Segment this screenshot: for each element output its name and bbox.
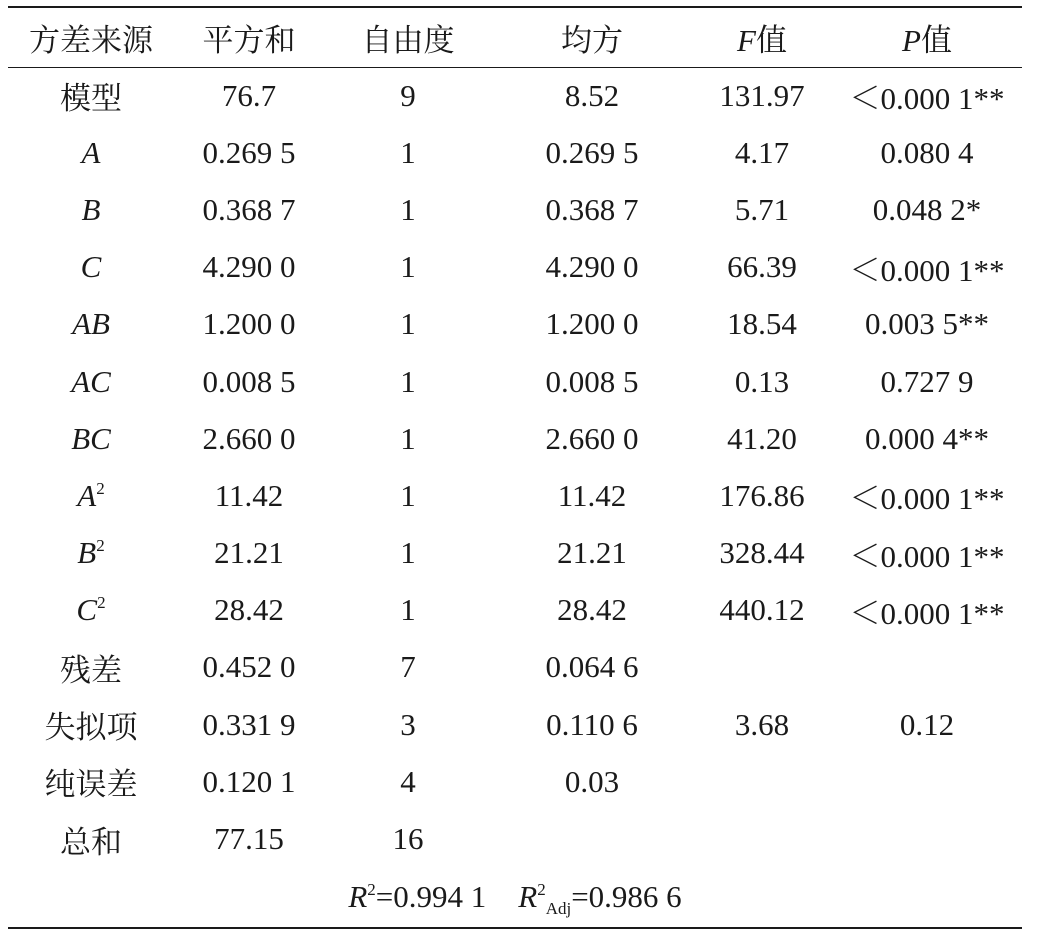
table-row bbox=[8, 410, 1022, 467]
source-label: A bbox=[81, 134, 101, 170]
cell-source bbox=[8, 296, 174, 353]
r2adj-symbol: R bbox=[518, 879, 538, 915]
cell-mean-square: 1.200 0 bbox=[545, 306, 639, 342]
cell-source bbox=[8, 67, 174, 124]
source-label: AB bbox=[72, 306, 110, 342]
source-label: 残差 bbox=[60, 652, 122, 688]
header-row bbox=[8, 7, 1022, 67]
cell-p-value bbox=[832, 753, 1022, 810]
cell-source bbox=[8, 353, 174, 410]
cell-source bbox=[8, 810, 174, 867]
header-p-value bbox=[832, 7, 1022, 67]
table-header bbox=[8, 7, 1022, 67]
cell-source bbox=[8, 753, 174, 810]
source-superscript: 2 bbox=[96, 536, 105, 556]
header-sum-of-squares: 平方和 bbox=[174, 7, 324, 67]
source-label: 失拟项 bbox=[44, 710, 138, 746]
source-label: AC bbox=[71, 363, 111, 399]
r2-symbol: R bbox=[348, 879, 368, 915]
cell-sum-of-squares: 11.42 bbox=[214, 477, 284, 513]
header-degrees-of-freedom: 自由度 bbox=[324, 7, 492, 67]
cell-mean-square: 0.008 5 bbox=[545, 363, 639, 399]
cell-p-value: ＜0.000 1** bbox=[849, 538, 1005, 574]
cell-sum-of-squares: 2.660 0 bbox=[202, 420, 296, 456]
cell-mean-square: 0.110 6 bbox=[546, 706, 638, 742]
cell-mean-square: 2.660 0 bbox=[545, 420, 639, 456]
cell-f-value: 4.17 bbox=[734, 134, 790, 170]
source-superscript: 2 bbox=[96, 478, 105, 498]
table-row bbox=[8, 753, 1022, 810]
header-f-suffix: 值 bbox=[755, 22, 787, 58]
source-superscript: 2 bbox=[97, 593, 106, 613]
cell-p-value: 0.000 4** bbox=[865, 420, 989, 456]
cell-sum-of-squares: 1.200 0 bbox=[202, 306, 296, 342]
cell-f-value: 328.44 bbox=[719, 535, 805, 571]
cell-p-value: 0.12 bbox=[899, 706, 955, 742]
table-row bbox=[8, 239, 1022, 296]
header-f-value bbox=[692, 7, 832, 67]
cell-sum-of-squares: 0.008 5 bbox=[202, 363, 296, 399]
header-p-suffix: 值 bbox=[920, 22, 952, 58]
header-mean-square: 均方 bbox=[492, 7, 692, 67]
table-row bbox=[8, 124, 1022, 181]
cell-source bbox=[8, 124, 174, 181]
header-f-symbol: F bbox=[737, 22, 756, 58]
cell-mean-square: 0.064 6 bbox=[545, 649, 639, 685]
table-row bbox=[8, 582, 1022, 639]
cell-p-value: ＜0.000 1** bbox=[849, 481, 1005, 517]
cell-sum-of-squares: 4.290 0 bbox=[202, 249, 296, 285]
cell-mean-square: 21.21 bbox=[557, 535, 627, 571]
cell-source bbox=[8, 181, 174, 238]
cell-source bbox=[8, 410, 174, 467]
source-label: 纯误差 bbox=[44, 767, 138, 803]
table-row bbox=[8, 810, 1022, 867]
cell-mean-square: 28.42 bbox=[557, 592, 627, 628]
anova-table bbox=[8, 6, 1022, 929]
cell-degrees-of-freedom: 3 bbox=[400, 706, 416, 742]
source-label: C bbox=[76, 592, 98, 628]
source-label: A bbox=[77, 477, 97, 513]
cell-mean-square: 0.03 bbox=[564, 763, 620, 799]
r2-value: =0.994 1 bbox=[375, 879, 487, 915]
cell-f-value: 3.68 bbox=[734, 706, 790, 742]
cell-f-value: 131.97 bbox=[719, 77, 805, 113]
cell-degrees-of-freedom: 1 bbox=[400, 592, 416, 628]
cell-p-value: 0.080 4 bbox=[880, 134, 974, 170]
table-row bbox=[8, 639, 1022, 696]
table-row bbox=[8, 353, 1022, 410]
table-row bbox=[8, 525, 1022, 582]
header-p-symbol: P bbox=[902, 22, 921, 58]
table-row bbox=[8, 296, 1022, 353]
cell-f-value: 18.54 bbox=[727, 306, 797, 342]
cell-sum-of-squares: 0.452 0 bbox=[202, 649, 296, 685]
source-label: BC bbox=[71, 420, 111, 456]
cell-p-value: 0.003 5** bbox=[865, 306, 989, 342]
cell-source bbox=[8, 696, 174, 753]
table-row bbox=[8, 181, 1022, 238]
cell-mean-square: 0.269 5 bbox=[545, 134, 639, 170]
cell-mean-square: 4.290 0 bbox=[545, 249, 639, 285]
r2adj-value: =0.986 6 bbox=[571, 879, 682, 915]
cell-sum-of-squares: 0.368 7 bbox=[202, 191, 296, 227]
cell-f-value bbox=[692, 753, 832, 810]
source-label: 模型 bbox=[60, 81, 122, 117]
source-label: 总和 bbox=[60, 824, 122, 860]
cell-degrees-of-freedom: 16 bbox=[392, 821, 424, 857]
cell-sum-of-squares: 77.15 bbox=[214, 821, 284, 857]
cell-p-value: ＜0.000 1** bbox=[849, 252, 1005, 288]
cell-p-value: ＜0.000 1** bbox=[849, 595, 1005, 631]
cell-f-value bbox=[692, 639, 832, 696]
cell-f-value: 66.39 bbox=[727, 249, 797, 285]
cell-f-value: 176.86 bbox=[719, 477, 805, 513]
cell-degrees-of-freedom: 1 bbox=[400, 535, 416, 571]
cell-p-value: ＜0.000 1** bbox=[849, 81, 1005, 117]
cell-source bbox=[8, 639, 174, 696]
header-source: 方差来源 bbox=[8, 7, 174, 67]
source-label: B bbox=[81, 191, 101, 227]
cell-f-value: 0.13 bbox=[734, 363, 790, 399]
cell-degrees-of-freedom: 7 bbox=[400, 649, 416, 685]
cell-f-value: 5.71 bbox=[734, 191, 790, 227]
cell-mean-square: 0.368 7 bbox=[545, 191, 639, 227]
cell-degrees-of-freedom: 9 bbox=[400, 77, 416, 113]
cell-sum-of-squares: 76.7 bbox=[221, 77, 277, 113]
table-row bbox=[8, 696, 1022, 753]
cell-degrees-of-freedom: 1 bbox=[400, 191, 416, 227]
source-label: B bbox=[77, 535, 97, 571]
cell-mean-square: 8.52 bbox=[564, 77, 620, 113]
cell-source bbox=[8, 525, 174, 582]
cell-mean-square bbox=[492, 810, 692, 867]
table-row bbox=[8, 67, 1022, 124]
cell-p-value bbox=[832, 810, 1022, 867]
cell-sum-of-squares: 0.120 1 bbox=[202, 763, 296, 799]
cell-sum-of-squares: 21.21 bbox=[214, 535, 284, 571]
cell-degrees-of-freedom: 1 bbox=[400, 134, 416, 170]
cell-mean-square: 11.42 bbox=[557, 477, 627, 513]
cell-degrees-of-freedom: 1 bbox=[400, 420, 416, 456]
cell-sum-of-squares: 28.42 bbox=[214, 592, 284, 628]
cell-degrees-of-freedom: 4 bbox=[400, 763, 416, 799]
cell-f-value bbox=[692, 810, 832, 867]
r2adj-subscript: Adj bbox=[545, 899, 572, 919]
cell-source bbox=[8, 582, 174, 639]
cell-sum-of-squares: 0.269 5 bbox=[202, 134, 296, 170]
cell-sum-of-squares: 0.331 9 bbox=[202, 706, 296, 742]
r2-superscript: 2 bbox=[367, 880, 376, 900]
fit-statistics bbox=[8, 868, 1022, 928]
cell-degrees-of-freedom: 1 bbox=[400, 249, 416, 285]
cell-f-value: 41.20 bbox=[727, 420, 797, 456]
footer-row bbox=[8, 868, 1022, 928]
cell-source bbox=[8, 239, 174, 296]
table-footer bbox=[8, 868, 1022, 928]
cell-p-value: 0.048 2* bbox=[872, 191, 982, 227]
cell-p-value: 0.727 9 bbox=[880, 363, 974, 399]
cell-degrees-of-freedom: 1 bbox=[400, 477, 416, 513]
table-body bbox=[8, 67, 1022, 868]
cell-p-value bbox=[832, 639, 1022, 696]
r2adj-superscript: 2 bbox=[537, 880, 546, 900]
cell-degrees-of-freedom: 1 bbox=[400, 306, 416, 342]
cell-degrees-of-freedom: 1 bbox=[400, 363, 416, 399]
cell-source bbox=[8, 467, 174, 524]
cell-f-value: 440.12 bbox=[719, 592, 805, 628]
table-row bbox=[8, 467, 1022, 524]
source-label: C bbox=[80, 249, 102, 285]
